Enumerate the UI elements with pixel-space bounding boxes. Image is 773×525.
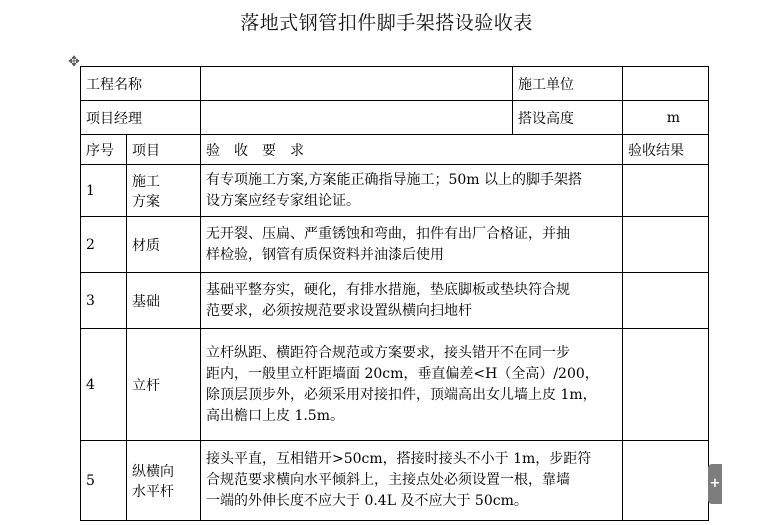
requirement-line: 距内，一般里立杆距墙面 20cm，垂直偏差<H（全高）/200，: [206, 365, 599, 382]
requirement-line: 样检验，钢管有质保资料并油漆后使用: [206, 246, 444, 263]
requirement-line: 立杆纵距、横距符合规范或方案要求，接头错开不在同一步: [206, 344, 570, 361]
requirement-line: 有专项施工方案,方案能正确指导施工；50m 以上的脚手架搭: [206, 171, 582, 188]
manager-field[interactable]: [201, 101, 513, 135]
row-result-field[interactable]: [623, 273, 709, 329]
header-row-manager: [81, 101, 709, 135]
row-item-line: 纵横向: [132, 463, 174, 480]
row-item: [127, 165, 201, 217]
col-seq-header: 序号: [81, 135, 127, 165]
row-seq: 4: [81, 329, 127, 441]
row-item: 材质: [127, 217, 201, 273]
row-requirements: [201, 217, 623, 273]
manager-label: 项目经理: [81, 101, 201, 135]
row-requirements: [201, 441, 623, 521]
project-name-field[interactable]: [201, 67, 513, 101]
plus-icon[interactable]: +: [708, 464, 722, 504]
row-seq: 3: [81, 273, 127, 329]
height-unit: m: [623, 101, 709, 135]
row-seq: 2: [81, 217, 127, 273]
table-row: [81, 273, 709, 329]
requirement-line: 一端的外伸长度不应大于 0.4L 及不应大于 50cm。: [206, 493, 528, 509]
row-requirements: [201, 273, 623, 329]
requirement-line: 设方案应经专家组论证。: [206, 192, 360, 209]
row-item: [127, 441, 201, 521]
row-requirements: [201, 329, 623, 441]
height-label: 搭设高度: [513, 101, 623, 135]
row-seq: 5: [81, 441, 127, 521]
row-result-field[interactable]: [623, 165, 709, 217]
contractor-label: 施工单位: [513, 67, 623, 101]
row-requirements: [201, 165, 623, 217]
row-item: 基础: [127, 273, 201, 329]
table-row: [81, 441, 709, 521]
requirement-line: 高出檐口上皮 1.5m。: [206, 407, 344, 424]
col-item-header: 项目: [127, 135, 201, 165]
document-title: 落地式钢管扣件脚手架搭设验收表: [240, 12, 533, 34]
column-header-row: [81, 135, 709, 165]
row-result-field[interactable]: [623, 441, 709, 521]
row-item-line: 方案: [132, 193, 160, 210]
requirement-line: 基础平整夯实，硬化，有排水措施，垫底脚板或垫块符合规: [206, 281, 570, 298]
requirement-line: 范要求，必须按规范要求设置纵横向扫地杆: [206, 302, 472, 319]
move-icon[interactable]: ✥: [68, 54, 80, 70]
table-row: [81, 217, 709, 273]
project-name-label: 工程名称: [81, 67, 201, 101]
row-seq: 1: [81, 165, 127, 217]
contractor-field[interactable]: [623, 67, 709, 101]
row-item-line: 施工: [132, 173, 160, 190]
requirement-line: 无开裂、压扁、严重锈蚀和弯曲，扣件有出厂合格证，并抽: [206, 225, 570, 242]
col-result-header: 验收结果: [623, 135, 709, 165]
col-requirements-header: 验 收 要 求: [201, 135, 623, 165]
table-row: [81, 329, 709, 441]
row-item: 立杆: [127, 329, 201, 441]
header-row-project: [81, 67, 709, 101]
row-result-field[interactable]: [623, 217, 709, 273]
table-row: [81, 165, 709, 217]
requirement-line: 接头平直，互相错开>50cm，搭接时接头不小于 1m，步距符: [206, 451, 592, 467]
requirement-line: 除顶层顶步外，必须采用对接扣件，顶端高出女儿墙上皮 1m，: [206, 386, 597, 403]
requirement-line: 合规范要求横向水平倾斜上，主接点处必须设置一根，靠墙: [206, 472, 570, 488]
row-result-field[interactable]: [623, 329, 709, 441]
acceptance-table: [80, 66, 709, 521]
row-item-line: 水平杆: [132, 483, 174, 500]
